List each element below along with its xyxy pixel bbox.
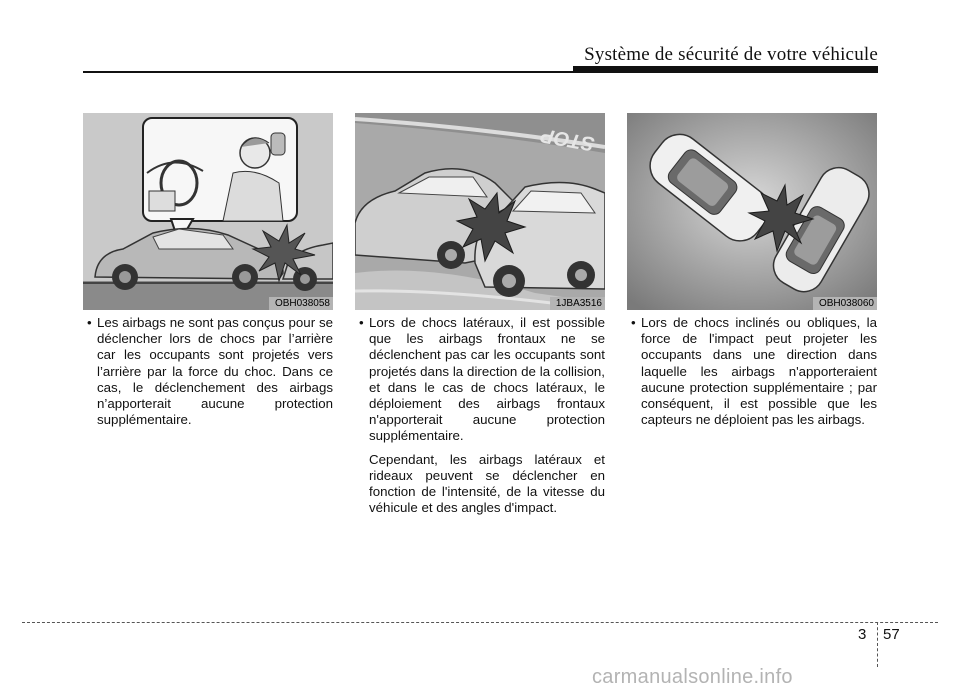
bullet-text: Lors de chocs latéraux, il est possible que les airbags frontaux ne se déclenchent pas car les occupants sont projetés dans la direction de la collision, et dans le cas de chocs latéraux, le déploiement des airbags frontaux n'apporterait aucune protection supplémentaire. [369, 315, 605, 444]
text-column-oblique-impact [627, 315, 877, 428]
header-rule-accent [573, 66, 878, 72]
figure-code-label: 1JBA3516 [550, 297, 605, 310]
chapter-number: 3 [858, 626, 867, 643]
text-column-rear-impact [83, 315, 333, 428]
figure-side-collision [355, 113, 605, 310]
watermark-text: carmanualsonline.info [592, 666, 793, 688]
footer-dashed-rule [22, 622, 938, 623]
figure-code-label: OBH038060 [813, 297, 877, 310]
bullet-text: Lors de chocs inclinés ou obliques, la force de l'impact peut projeter les occupants dans une direction dans laquelle les airbags n'apporteraient aucune protection supplémentaire ; par conséquent, il est possible que les capteurs ne déploient pas les airbags. [641, 315, 877, 428]
figure-oblique-collision [627, 113, 877, 310]
figure-rear-collision [83, 113, 333, 310]
bullet-item [355, 315, 605, 445]
stop-road-text: STOP [539, 123, 597, 155]
bullet-marker: • [359, 315, 364, 330]
text-column-side-impact [355, 315, 605, 516]
side-collision-illustration [355, 113, 605, 310]
continuation-paragraph: Cependant, les airbags latéraux et rideaux peuvent se déclencher en fonction de l'intensité, de la vitesse du véhicule et des angles d'impact. [369, 451, 605, 516]
bullet-item [627, 315, 877, 428]
page-header-title: Système de sécurité de votre véhicule [584, 44, 878, 65]
figure-code-label: OBH038058 [269, 297, 333, 310]
oblique-collision-illustration [627, 113, 877, 310]
rear-collision-illustration [83, 113, 333, 310]
bullet-text: Les airbags ne sont pas conçus pour se déclencher lors de chocs par l’arrière car les occupants sont projetés vers l’arrière par la force du choc. Dans ce cas, le déclenchement des airbags n’apporterait aucune protection supplémentaire. [97, 315, 333, 428]
bullet-item [83, 315, 333, 428]
page-number: 57 [883, 626, 900, 643]
bullet-marker: • [87, 315, 92, 330]
bullet-marker: • [631, 315, 636, 330]
footer-page-separator [877, 622, 878, 667]
